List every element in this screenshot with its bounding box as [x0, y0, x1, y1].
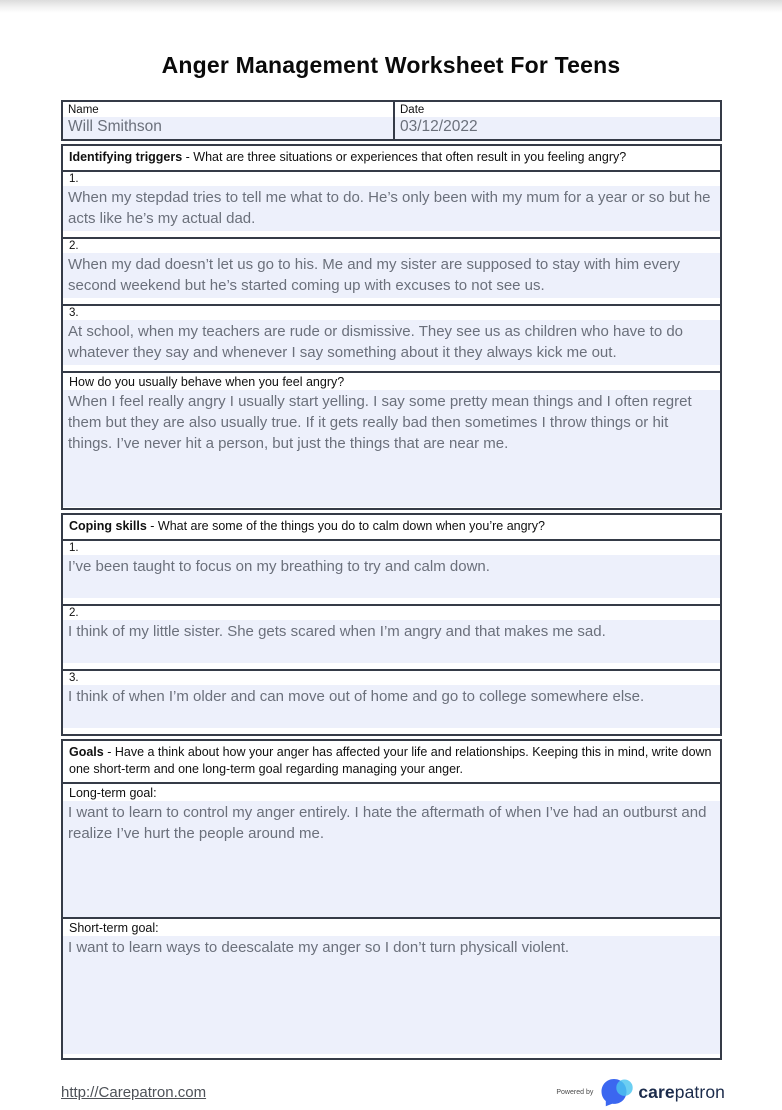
short-term-goal-field[interactable]: I want to learn ways to deescalate my anger so I don’t turn physicall violent. [63, 936, 720, 1054]
goals-heading-rest: - Have a think about how your anger has affected your life and relationships. Keeping this in mind, write down one short-term and one long-term goal regarding managing your anger. [69, 745, 712, 776]
worksheet-form [61, 100, 722, 1060]
item-number: 3. [69, 307, 79, 319]
carepatron-wordmark [638, 1082, 725, 1103]
name-field [63, 102, 395, 139]
powered-by-badge [556, 1078, 725, 1107]
coping-answer-field-2[interactable]: I think of my little sister. She gets scared when I’m angry and that makes me sad. [63, 620, 720, 663]
date-field [395, 102, 720, 139]
short-term-goal-label: Short-term goal: [69, 921, 159, 935]
short-term-goal-row [63, 917, 720, 1054]
identifying-triggers-section [61, 144, 722, 510]
date-field-label: Date [400, 104, 425, 116]
coping-skills-heading [63, 515, 720, 539]
behavior-question-row [63, 371, 720, 507]
item-number: 3. [69, 672, 79, 684]
trigger-item [63, 170, 720, 231]
item-number: 2. [69, 240, 79, 252]
item-number: 2. [69, 607, 79, 619]
carepatron-link[interactable]: http://Carepatron.com [61, 1084, 207, 1101]
trigger-answer-field-2[interactable]: When my dad doesn’t let us go to his. Me and my sister are supposed to stay with him every second weekend but he’s started coming up with excuses to not see us. [63, 253, 720, 298]
worksheet-title: Anger Management Worksheet For Teens [161, 52, 621, 78]
name-field-value[interactable]: Will Smithson [63, 117, 393, 139]
name-field-label: Name [68, 104, 99, 116]
item-number: 1. [69, 542, 79, 554]
identifying-triggers-heading [63, 146, 720, 170]
coping-item [63, 539, 720, 598]
coping-skills-heading-rest: - What are some of the things you do to calm down when you’re angry? [146, 519, 545, 533]
behavior-answer-field[interactable]: When I feel really angry I usually start yelling. I say some pretty mean things and I often regret them but they are also usually true. If it gets really bad then sometimes I throw things or hit things. I’ve never hit a person, but just the things that are near me. [63, 390, 720, 507]
carepatron-wordmark-rest: patron [674, 1082, 725, 1102]
long-term-goal-field[interactable]: I want to learn to control my anger entirely. I hate the aftermath of when I’ve had an outburst and realize I’ve hurt the people around me. [63, 801, 720, 917]
long-term-goal-label: Long-term goal: [69, 786, 157, 800]
coping-item [63, 669, 720, 728]
trigger-answer-field-3[interactable]: At school, when my teachers are rude or dismissive. They see us as children who have to do whatever they say and whenever I say something about it they always kick me out. [63, 320, 720, 365]
goals-section [61, 739, 722, 1060]
identifying-triggers-heading-rest: - What are three situations or experiences that often result in you feeling angry? [182, 150, 627, 164]
behavior-question-label: How do you usually behave when you feel angry? [69, 375, 345, 389]
coping-answer-field-1[interactable]: I’ve been taught to focus on my breathing to try and calm down. [63, 555, 720, 598]
coping-skills-section [61, 513, 722, 736]
identifying-triggers-heading-bold: Identifying triggers [69, 150, 183, 164]
coping-item [63, 604, 720, 663]
carepatron-logo-icon [600, 1078, 633, 1107]
powered-by-label: Powered by [556, 1089, 594, 1096]
page-footer [61, 1078, 725, 1107]
goals-heading-bold: Goals [69, 745, 104, 759]
goals-heading [63, 741, 720, 782]
page-top-shadow [0, 0, 782, 13]
coping-skills-heading-bold: Coping skills [69, 519, 147, 533]
item-number: 1. [69, 173, 79, 185]
trigger-item [63, 237, 720, 298]
trigger-item [63, 304, 720, 365]
carepatron-wordmark-bold: care [638, 1082, 675, 1102]
name-date-row [61, 100, 722, 141]
long-term-goal-row [63, 782, 720, 917]
trigger-answer-field-1[interactable]: When my stepdad tries to tell me what to do. He’s only been with my mum for a year or so but he acts like he’s my actual dad. [63, 186, 720, 231]
date-field-value[interactable]: 03/12/2022 [395, 117, 720, 139]
coping-answer-field-3[interactable]: I think of when I’m older and can move out of home and go to college somewhere else. [63, 685, 720, 728]
